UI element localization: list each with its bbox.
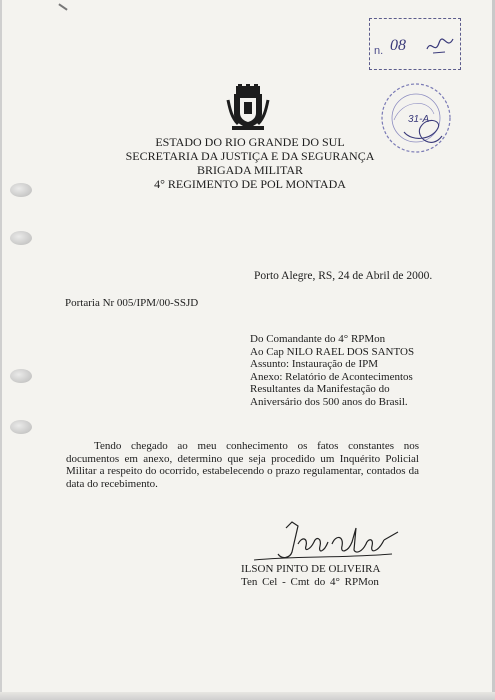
letterhead-brigade: BRIGADA MILITAR (196, 163, 304, 177)
signatory-title: Ten Cel - Cmt do 4° RPMon (241, 576, 379, 588)
memo-annex-line-3: Aniversário dos 500 anos do Brasil. (250, 395, 408, 408)
letterhead (100, 135, 400, 191)
receipt-stamp (369, 18, 461, 70)
memo-annex-line-1: Anexo: Relatório de Acontecimentos (250, 370, 413, 383)
memo-to: Ao Cap NILO RAEL DOS SANTOS (250, 345, 415, 358)
memo-from: Do Comandante do 4° RPMon (250, 333, 386, 345)
letterhead-secretariat: SECRETARIA DA JUSTIÇA E DA SEGURANÇA (125, 149, 375, 163)
punch-hole (10, 231, 32, 245)
memo-subject: Assunto: Instauração de IPM (250, 358, 379, 371)
letterhead-regiment: 4° REGIMENTO DE POL MONTADA (154, 177, 346, 191)
punch-hole (10, 183, 32, 197)
body-paragraph: Tendo chegado ao meu conhecimento os fatos constantes nos documentos em anexo, determino que seja procedido um Inquérito Policial Militar a respeito do ocorrido, estabelecendo o prazo regulamentar, contados da data do recebimento. (66, 440, 419, 490)
handwritten-signature (252, 514, 402, 566)
receipt-initials-signature (425, 35, 455, 57)
punch-hole (10, 369, 32, 383)
date-line: Porto Alegre, RS, 24 de Abril de 2000. (254, 270, 433, 282)
pen-mark (58, 3, 67, 10)
page-left-edge (0, 0, 2, 700)
memo-header-block (250, 333, 414, 409)
letterhead-state: ESTADO DO RIO GRANDE DO SUL (155, 135, 345, 149)
receipt-prefix: n. (374, 45, 384, 57)
memo-annex-line-2: Resultantes da Manifestação do (250, 383, 390, 396)
punch-hole (10, 420, 32, 434)
page-bottom-edge (0, 692, 495, 700)
state-coat-of-arms-icon (226, 84, 270, 132)
receipt-number: 08 (390, 37, 406, 54)
round-stamp-number: 31-A (408, 114, 430, 125)
signatory-name: ILSON PINTO DE OLIVEIRA (241, 563, 381, 575)
portaria-number: Portaria Nr 005/IPM/00-SSJD (65, 297, 199, 309)
